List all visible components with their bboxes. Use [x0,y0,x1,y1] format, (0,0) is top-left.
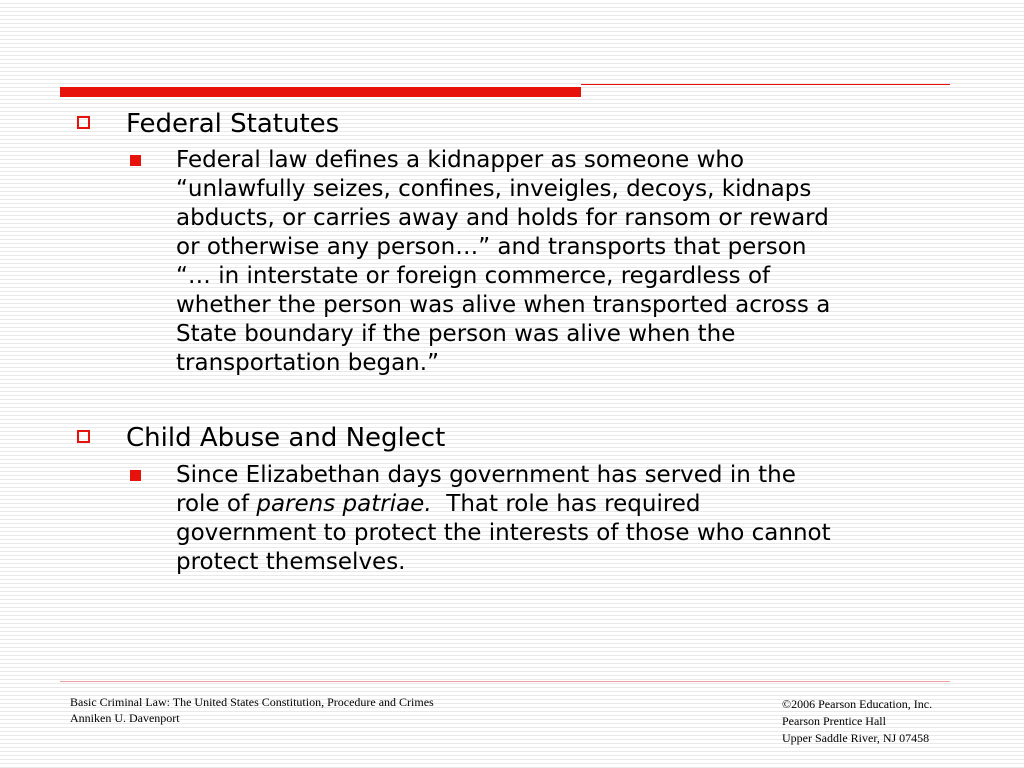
body-line [176,490,966,519]
filled-square-bullet-icon [130,155,141,166]
footer-rule [60,681,950,682]
body-line: transportation began.” [176,350,439,376]
hollow-square-bullet-icon [77,116,90,129]
body-line: “… in interstate or foreign commerce, regardless of [176,263,771,289]
footer-right [782,696,932,747]
body-line: or otherwise any person…” and transports that person [176,234,807,260]
publisher: Pearson Prentice Hall [782,714,886,728]
body-line: Since Elizabethan days government has served in the [176,462,796,488]
body-line: government to protect the interests of those who cannot [176,520,831,546]
body-line: whether the person was alive when transported across a [176,292,831,318]
publisher-address: Upper Saddle River, NJ 07458 [782,731,930,745]
section-heading-child-abuse: Child Abuse and Neglect [126,423,446,453]
header-rule-thick [60,87,581,97]
body-line: State boundary if the person was alive when the [176,321,736,347]
body-line: protect themselves. [176,549,406,575]
latin-term: parens patriae. [256,491,432,517]
child-abuse-body [176,461,966,577]
filled-square-bullet-icon [130,470,141,481]
body-line: abducts, or carries away and holds for ransom or reward [176,205,829,231]
body-text: That role has required [431,491,701,517]
footer-left [70,694,434,726]
author: Anniken U. Davenport [70,711,180,725]
section-heading-federal-statutes: Federal Statutes [126,109,340,139]
hollow-square-bullet-icon [77,430,90,443]
header-rule-thin [581,84,950,85]
book-title: Basic Criminal Law: The United States Constitution, Procedure and Crimes [70,695,434,709]
body-line: “unlawfully seizes, confines, inveigles, decoys, kidnaps [176,176,812,202]
federal-statutes-body [176,146,966,378]
copyright: ©2006 Pearson Education, Inc. [782,697,933,711]
body-text: role of [176,491,257,517]
body-line: Federal law defines a kidnapper as someone who [176,147,745,173]
